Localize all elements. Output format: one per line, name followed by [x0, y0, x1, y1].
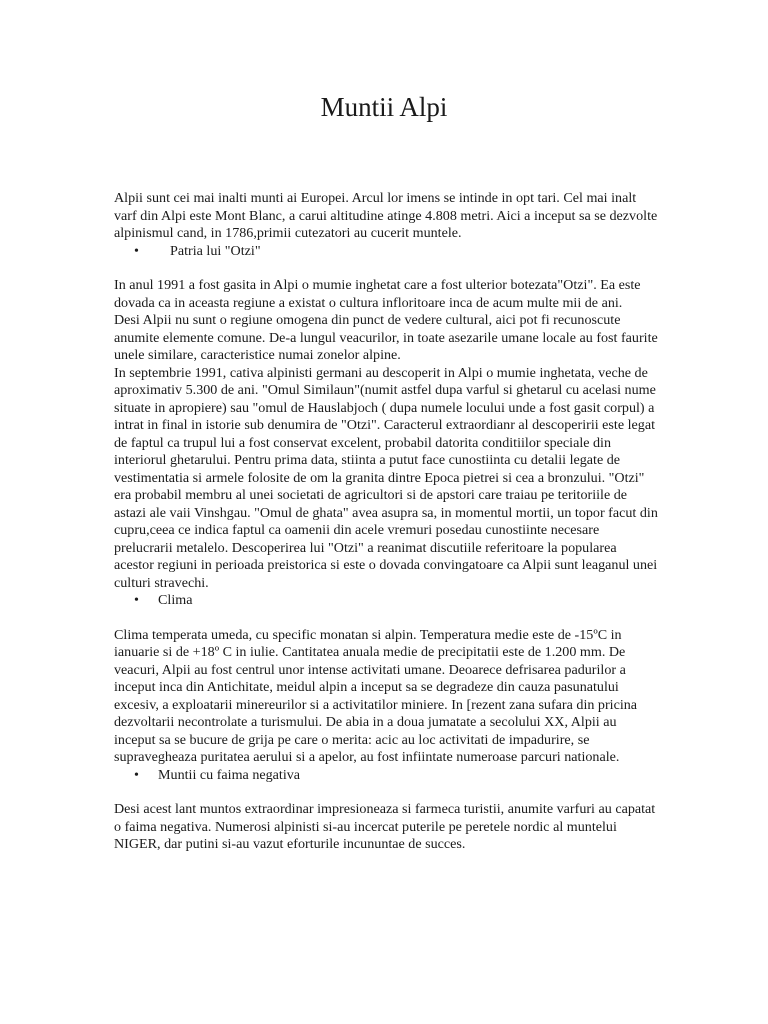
bullet-icon: • [134, 766, 139, 783]
paragraph-spacer [114, 260, 660, 277]
otzi-paragraph-1: In anul 1991 a fost gasita in Alpi o mumie inghetat care a fost ulterior botezata"Otzi". Ea este dovada ca in aceasta regiune a existat o cultura infloritoare inca de acum multe mii de ani. [114, 277, 641, 311]
intro-paragraph: Alpii sunt cei mai inalti munti ai Europei. Arcul lor imens se intinde in opt tari. Cel mai inalt varf din Alpi este Mont Blanc, a carui altitudine atinge 4.808 metri. Aici a inceput sa se dezvolte alpinismul cand, in 1786,primii cutezatori au cucerit muntele. [114, 190, 658, 241]
paragraph-spacer [114, 610, 660, 627]
paragraph-spacer [114, 784, 660, 801]
otzi-paragraph-2: Desi Alpii nu sunt o regiune omogena din punct de vedere cultural, aici pot fi recunoscute anumite elemente comune. De-a lungul veacurilor, in toate asezarile umane locale au fost faurite unele similare, caracteristice numai zonelor alpine. [114, 312, 658, 363]
faima-paragraph: Desi acest lant muntos extraordinar impresioneaza si farmeca turistii, anumite varfuri au capatat o faima negativa. Numerosi alpinisti si-au incercat puterile pe peretele nordic al muntelui NIGER, dar putini si-au vazut eforturile incununtae de succes. [114, 801, 656, 852]
section-heading-label: Patria lui "Otzi" [170, 242, 261, 259]
bullet-icon: • [134, 592, 139, 608]
document-body [114, 190, 660, 854]
section-heading-faima [114, 767, 660, 785]
section-heading-clima [114, 592, 660, 610]
otzi-paragraph-3: In septembrie 1991, cativa alpinisti germani au descoperit in Alpi o mumie inghetata, veche de aproximativ 5.300 de ani. "Omul Similaun"(numit astfel dupa varful si ghetarul cu acelasi nume situate in apropiere) sau "omul de Hauslabjoch ( dupa numele locului unde a fost gasit corpul) a intrat in final in istorie sub denumira de "Otzi". Caracterul extraordianr al descoperirii este legat de faptul ca trupul lui a fost conservat excelent, probabil datorita conditiilor speciale din interiorul ghetarului. Pentru prima data, stiinta a putut face cunostiinta cu detalii legate de vestimentatia si armele folosite de om la granita dintre Epoca pietrei si cea a bronzului. "Otzi" era probabil membru al unei societati de agricultori si de apstori care traiau pe teritoriile de astazi ale vaii Vinshgau. "Omul de ghata" avea asupra sa, in momentul mortii, un topor facut din cupru,ceea ce indica faptul ca oamenii din acele vremuri posedau cunostiinte necesare prelucrarii metalelo. Descoperirea lui "Otzi" a reanimat discutiile referitoare la popularea acestor regiuni in perioada preistorica si este o dovada convingatoare ca Alpii sunt leaganul unei culturi stravechi. [114, 364, 658, 591]
clima-paragraph: Clima temperata umeda, cu specific monatan si alpin. Temperatura medie este de -15ºC in ianuarie si de +18º C in iulie. Cantitatea anuala medie de precipitatii este de 1.200 mm. De veacuri, Alpii au fost centrul unor intense activitati umane. Deoarece defrisarea padurilor a inceput inca din Antichitate, meidul alpin a inceput sa se degradeze din cauza pasunatului excesiv, a exploatarii minereurilor si a activitatilor miniere. In [rezent zana sufara din pricina dezvoltarii necontrolate a turismului. De abia in a doua jumatate a secolului XX, Alpii au inceput sa se bucure de grija pe care o merita: acic au loc activitati de impadurire, se supravegheaza puritatea aerului si a apelor, au fost infiintate numeroase parcuri nationale. [114, 626, 638, 765]
section-heading-label: Muntii cu faima negativa [158, 766, 301, 783]
bullet-icon: • [134, 242, 139, 259]
page-title: Muntii Alpi [320, 92, 448, 122]
section-heading-otzi [114, 243, 660, 261]
section-heading-label: Clima [158, 592, 193, 608]
